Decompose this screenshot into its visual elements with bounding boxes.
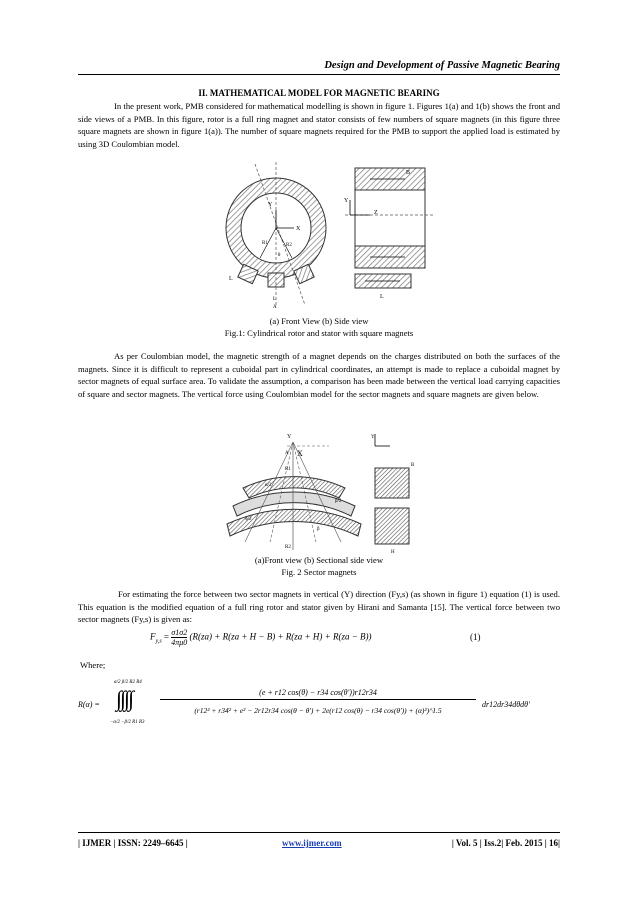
- fig2-side-label-y: Y: [371, 435, 375, 440]
- fig1-label-theta: θ: [278, 253, 281, 258]
- fig2-label-r2: R2: [285, 545, 291, 550]
- sector-magnets: [227, 477, 361, 536]
- figure-1-drawing: [220, 160, 445, 310]
- equation-1: $F_{y,s}$ = $\frac{\sigma 1\sigma 2}{4\pi\mu 0}$ (R(za) + R(za + H − B) + R(za + H) + R(za − B)): [150, 628, 372, 647]
- fig1-label-r1: R1: [262, 241, 268, 246]
- eq2-lower-limits: −α/2 −β/2 R1 R3: [110, 720, 145, 725]
- eq1-rhs: (R(za) + R(za + H − B) + R(za + H) + R(za − B)): [189, 631, 372, 642]
- footer-volume: | Vol. 5 | Iss.2| Feb. 2015 | 16|: [451, 838, 560, 848]
- figure-2-caption: Fig. 2 Sector magnets: [281, 567, 357, 577]
- header-rule: [78, 74, 560, 75]
- footer-website-text[interactable]: www.ijmer.com: [282, 838, 342, 848]
- eq2-upper-limits: α/2 β/2 R2 R4: [114, 680, 142, 685]
- fig2-label-h: H: [391, 550, 395, 555]
- eq1-number: (1): [470, 632, 481, 642]
- running-header: Design and Development of Passive Magnetic Bearing: [324, 60, 560, 71]
- fig2-label-beta2: β/2: [335, 499, 342, 504]
- eq1-numerator: σ1σ2: [171, 628, 188, 637]
- eq2-differentials: dr12dr34dθdθ': [482, 700, 530, 709]
- figure-1-subcaption: (a) Front View (b) Side view: [269, 316, 369, 326]
- fig1-label-z: Z: [374, 210, 378, 216]
- fig2-label-beta: β: [317, 527, 320, 532]
- eq1-fraction: [171, 628, 187, 647]
- footer-journal: | IJMER | ISSN: 2249–6645 |: [78, 838, 188, 848]
- fig2-label-a: A: [285, 451, 289, 456]
- fig1-label-l: L: [229, 276, 233, 282]
- paragraph-2-text: As per Coulombian model, the magnetic strength of a magnet depends on the charges distributed on both the surfaces of the magnets. Since it is difficult to represent a cuboidal part in cylindrical coordinates, an attempt is made to replace a cuboidal magnet by sector magnets of equal surface area. To validate the assumption, a comparison has been made between the vertical load carrying capacities of square and sector magnets. The vertical force using Coulombian model for the sector magnets and square magnets are given below.: [78, 351, 560, 399]
- where-label: Where;: [80, 660, 106, 670]
- paragraph-3-text: For estimating the force between two sector magnets in vertical (Y) direction (Fy,s) (as shown in figure 1) equation (1) is used. This equation is the modified equation of a full ring rotor and stator given by Hirani and Samanta [15]. The vertical force between two sector magnets (Fy,s) is given as:: [78, 589, 560, 625]
- fig1-side-label-l: L: [380, 294, 384, 300]
- eq2-denominator: (r12² + r34² + e² − 2r12r34 cos(θ − θ') + 2e(r12 cos(θ) − r34 cos(θ')) + (α)²)^1.5: [194, 706, 442, 715]
- paragraph-1: [78, 100, 560, 150]
- fig2-label-r1: R1: [285, 467, 291, 472]
- figure-1-caption: Fig.1: Cylindrical rotor and stator with square magnets: [224, 328, 414, 338]
- fig2-label-y: Y: [287, 434, 292, 440]
- fig1-label-b: B: [406, 170, 411, 176]
- figure-2-drawing: [225, 432, 430, 557]
- fig2-label-phi2: ϕ/2: [245, 517, 252, 522]
- eq2-numerator: (e + r12 cos(θ) − r34 cos(θ'))r12r34: [160, 688, 476, 700]
- fig1-label-x: X: [296, 226, 301, 232]
- fig2-label-alpha2: α/2: [265, 483, 272, 488]
- figure-2-subcaption: (a)Front view (b) Sectional side view: [254, 555, 384, 565]
- sectional-side-view: [371, 434, 415, 555]
- eq2-integral-signs: ∫∫∫∫: [116, 686, 133, 711]
- footer-website-link[interactable]: [282, 838, 342, 848]
- fig2-label-b: B: [411, 463, 415, 468]
- side-view: [344, 168, 435, 300]
- eq1-lhs-sub: y,s: [155, 638, 162, 645]
- fig1-label-a: A: [273, 305, 277, 310]
- paragraph-1-text: In the present work, PMB considered for mathematical modelling is shown in figure 1. Figures 1(a) and 1(b) shows the front and side views of a PMB. In this figure, rotor is a full ring magnet and stator consists of few numbers of square magnets (in this figure three square magnets are shown in figure 1(a)). The number of square magnets required for the PMB to support the applied load is estimated by using 3D Coulombian model.: [78, 101, 560, 149]
- fig1-label-y: Y: [268, 202, 273, 208]
- section-title: II. MATHEMATICAL MODEL FOR MAGNETIC BEARING: [198, 88, 440, 98]
- paragraph-3: [78, 588, 560, 626]
- footer-rule: [78, 832, 560, 833]
- fig1-label-r2: R2: [286, 243, 292, 248]
- fig1-label-l1: L: [273, 297, 277, 302]
- paragraph-2: [78, 350, 560, 400]
- fig1-side-label-y: Y: [344, 198, 349, 204]
- eq1-lhs: F: [150, 631, 156, 642]
- eq1-denominator: 4πμ0: [171, 638, 188, 647]
- fig2-label-x: X: [297, 449, 303, 458]
- eq2-lhs: R(α) =: [78, 700, 100, 709]
